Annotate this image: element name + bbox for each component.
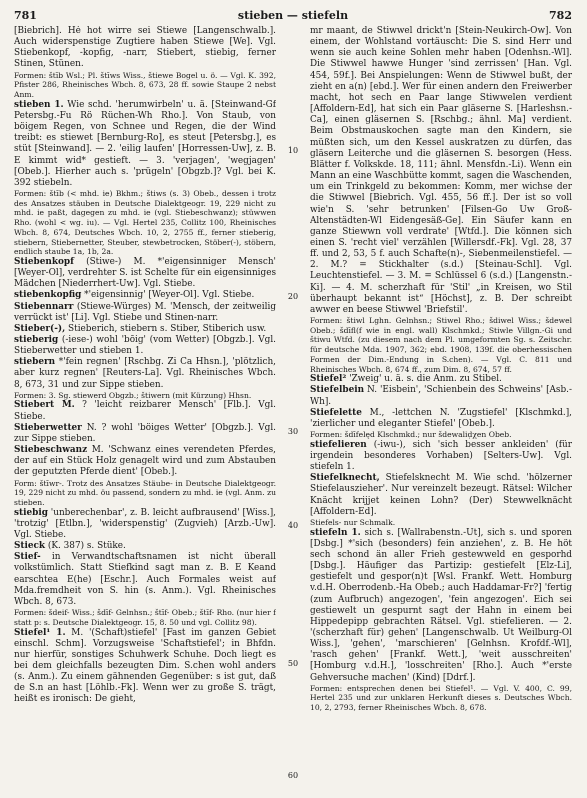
entry-headword: stiefelieren	[310, 439, 367, 450]
dictionary-entry	[310, 473, 572, 518]
dictionary-entry	[14, 628, 276, 706]
entry-headword: stiebig	[14, 507, 48, 518]
entry-text: M., -lettchen N. 'Zugstiefel' [Klschmkd.], 'zierlicher und eleganter Stiefel' [Obeb.].	[310, 407, 572, 429]
forms-note	[310, 518, 572, 528]
entry-text: Form: štīwr-. Trotz des Ansatzes Stäube- in Deutsche Dialektgeogr. 19, 229 nicht zu mhd. öu passend, sondern zu mhd. ie (vgl. Anm. zu stieben.	[14, 478, 276, 507]
entry-text: 'Zweig' u. ä. s. die Anm. zu Stibel.	[346, 374, 502, 385]
dictionary-entry	[14, 357, 276, 390]
dictionary-entry	[310, 374, 572, 385]
line-number: 30	[287, 427, 299, 436]
dictionary-entry	[14, 552, 276, 608]
entry-text: (Stiwe-) M. *'eigensinniger Mensch' [Weyer-Ol], verdrehter S. ist Schelte für ein eigensinniges Mädchen [Niederrhert-Uw]. Vgl. Stiebe.	[14, 256, 276, 290]
entry-text: Formen: štīb (< mhd. ie) Bkhm.; štiws (s. 3) Obeb., dessen i trotz des Ansatzes stäuben in Deutsche Dialektgeogr. 19, 229 nicht zu mhd. ie paßt, dagegen zu mhd. ie (vgl. Stiebeschwanz); stüwwen Rho. (wohl < wg. iu). — Vgl. Hertel 235, Collitz 100, Rheinisches Wbch. 8, 674, Deutsches Wbch. 10, 2, 2755 ff., ferner stieberig, stiebern, Stiebernetter, Steuber, stewbetrocken, Stöber(-), stöbern, endlich staube 1a, 1b, 2a.	[14, 188, 276, 257]
entry-headword: Stiefelbein	[310, 385, 365, 396]
forms-note	[310, 316, 572, 374]
continued-text	[310, 26, 572, 316]
entry-headword: stieben 1.	[14, 99, 64, 110]
entry-text: (-iese-) wohl 'bōig' (vom Wetter) [Obgzb.]. Vgl. Stieberwetter und stieben 1.	[14, 335, 276, 357]
dictionary-entry	[14, 445, 276, 478]
entry-headword: Stief-	[14, 552, 41, 563]
entry-text: Formen: šdeif- Wiss.; šdīf- Gelnhsn.; štīf- Obeb.; štīf- Rho. (nur hier f statt p: s. Deutsche Dialektgeogr. 15, 8. 50 und vgl. Collitz 98).	[14, 608, 276, 627]
page-header	[14, 9, 572, 23]
entry-headword: Stiefel²	[310, 374, 347, 385]
forms-note	[14, 608, 276, 627]
entry-text: in Verwandtschaftsnamen ist nicht überall volkstümlich. Statt Stiefkind sagt man z. B. E Keand earschtea E(he) [Eschr.]. Auch Formales weist auf Mda.fremdheit von S. hin (s. Anm.). Vgl. Rheinisches Wbch. 8, 673.	[14, 552, 276, 607]
entry-headword: stieberig	[14, 335, 59, 345]
entry-text: Formen: štīb Wsl.; Pl. štīws Wiss., štiewe Bogel u. ö. — Vgl. K. 392, Pfister 286, Rheinisches Wbch. 8, 673, 28 ff. sowie Staupe 2 nebst Anm.	[14, 70, 276, 100]
line-number: 60	[287, 771, 299, 780]
entry-text: Formen: 3. Sg. stiewerd Obgzb.; štiwern (mit Kürzung) Hhsn.	[14, 390, 252, 400]
entry-headword: Stiefelknecht,	[310, 473, 380, 484]
entry-text: sich s. [Wallrabenstn.-Ut], sich s. und sporen [Dsbg.] *'sich (besonders) fein anziehen', z. B. He höt sech schond än aller Frieh gestewweld en gesporhd [Dsbg.]. Häufiger das Partizip: gestiefelt [Elz-Li], gestiefelt und gespor(n)t [Wsl. Frankf. Wett. Homburg v.d.H. Oberrodenb.-Ha Obeb.; auch Haddamar-Fr?] 'fertig (zum Aufbruch) angezogen', 'fein angezogen'. Eich sei gestiewelt un gespurnt sagt der Hahn in einem bei Hippedepipp gebrachten Rätsel. Vgl. stiefelieren. — 2. '(scherzhaft für) gehen' [Langenschwalb. Ut Weilburg-Ol Wiss.], 'gehen', 'marschieren' [Gelnhsn. Krofdf.-Wl], 'rasch gehen' [Frankf. Wett.], 'weit ausschreiten' [Homburg v.d.H.], 'losschreiten' [Rho.]. Auch *'erste Gehversuche machen' (Kind) [Ddrf.].	[310, 527, 572, 683]
entry-text: Wie schd. 'herumwirbeln' u. ä. [Steinwand-Gf Petersbg.-Fu Rö Rüchen-Wh Rho.]. Von Staub, von böigem Regen, von Schnee und Regen, die der Wind treibt: es stiewet [Bernburg-Ro], es steut [Petersbg.], es stüt [Steinwand]. — 2. 'eilig laufen' [Horressen-Uw], z. B. E kimmt wid* gestieft. — 3. 'verjagen', 'wegjagen' [Obeb.]. Hierher auch s. 'prügeln' [Obgzb.]? Vgl. bei K. 392 stiebeln.	[14, 99, 276, 188]
dictionary-entry	[14, 324, 276, 335]
entry-text: [Biebrich]. Hė hot wirre sei Stiewe [Langenschwalb.]. Auch widerspenstige Zugtiere haben Stiewe [We]. Vgl. Stiebenkopf, -kopfig, -narr, Stiebert, stiebig, ferner Stinen, Stünen.	[14, 26, 276, 70]
entry-headword: Stiefelette	[310, 407, 362, 418]
forms-note	[14, 391, 276, 401]
line-number: 10	[287, 146, 299, 155]
entry-headword: Stiebert M.	[14, 400, 75, 411]
entry-headword: Stieber(-),	[14, 323, 66, 334]
forms-note	[14, 71, 276, 100]
right-page-number: 782	[549, 9, 572, 22]
entry-text: Stieberich, stiebern s. Stiber, Stiberich usw.	[65, 323, 267, 334]
dictionary-entry	[14, 335, 276, 357]
entry-text: (K. 387) s. Stüke.	[45, 541, 126, 552]
dictionary-entry	[14, 423, 276, 445]
left-column	[14, 26, 276, 792]
continued-text	[14, 26, 276, 71]
entry-text: mr maant, de Stiwwel drickt'n [Stein-Neukirch-Ow]. Von einem, der Wohlstand vortäuscht: Die S. sind Herr und wenn sie auch keine Sohlen mehr haben [Odenhsn.-Wl]. Die Stiwwel hawwe Hunger 'sind zerrissen' [Han. Vgl. 454, 59f.]. Bei Anspielungen: Wenn de Stiwwel bußt, der zieht en a(n) [ebd.]. Wer für einen andern den Freiwerber macht, hot sech en Paar lange Stiwwelen verdient [Affoldern-Ed], hat sich ein Paar gläserne S. [Harleshsn.-Ca], einen gläsernen S. [Rschbg.; ähnl. Ma] verdient. Beim Obstmauskochen sagte man den Kindern, sie müßten sich, um den Kessel auskratzen zu dürfen, das gläsern Leiterche und die gläsernen S. besorgen (Hess. Blätter f. Volkskde. 18, 111; ähnl. Mensfdn.-Li). Wenn ein Mann an eine Waschbütte kommt, sagen die Waschenden, um ein Trinkgeld zu bekommen: Komm, mer wichse der die Stiwwel [Biebrich. Vgl. 455, 56 ff.]. Der ist so voll wie'n S. 'sehr betrunken' [Filsen-Go Uw Groß-Altenstädten-Wl Eidengesäß-Ge]. Ein Säufer kann en ganze Stiewwn voll verdrate' [Wtfd.]. Die können sich einen S. 'recht viel' verzählen [Willersdf.-Fk]. Vgl. 28, 37 ff. und 2, 53, 5 f. auch Schafte(n)-, Siebenmeilenstiefel. — 2. M.? = Stickhalter (s.d.) [Steinau-Schl]. Vgl. Leuchtenstiefel. — 3. M. = Schlüssel 6 (s.d.) [Langenstn.-Ki]. — 4. M. scherzhaft für 'Stil' „in Kreisen, wo Stil überhaupt bekannt ist“ [Höchst], z. B. Der schreibt awwer en beese Stiwwel 'Briefstil'.	[310, 26, 572, 315]
forms-note	[14, 479, 276, 508]
entry-headword: Stiefel¹ 1.	[14, 627, 66, 638]
dictionary-entry	[14, 302, 276, 324]
forms-note	[14, 189, 276, 257]
dictionary-entry	[310, 385, 572, 407]
forms-note	[310, 684, 572, 713]
dictionary-entry	[310, 440, 572, 473]
entry-text: *'fein regnen' [Rschbg. Zi Ca Hhsn.], 'plötzlich, aber kurz regnen' [Reuters-La]. Vgl. Rheinisches Wbch. 8, 673, 31 und zur Sippe stieben.	[14, 357, 276, 390]
entry-text: 'unberechenbar', z. B. leicht aufbrausend' [Wiss.], 'trotzig' [Etlbn.], 'widerspenstig' (Zugvieh) [Arzb.-Uw]. Vgl. Stiebe.	[14, 507, 276, 540]
entry-headword: Stiebenkopf	[14, 256, 74, 267]
entry-headword: stiebenkopfig	[14, 290, 82, 301]
entry-headword: Stieck	[14, 541, 46, 552]
entry-text: N. 'Eisbein', 'Schienbein des Schweins' [Asb.-Wh].	[310, 385, 572, 407]
forms-note	[310, 430, 572, 440]
dictionary-entry	[14, 257, 276, 290]
entry-text: Formen: štiwl Lghn. Gelnhsn.; Stiwel Rho.; šdiwel Wiss.; šdewel Obeb.; šdīfl(f wie in engl. wall) Klschmkd.; Stiwle Villgn.-Gi und štiwu Wtfd. (zu diesem nach dem Pl. umgeformten Sg. s. Zeitschr. für deutsche Mda. 1907, 362; ebd. 1908, 139f. die oberhessischen Formen der Dim.-Endung in S.chen). — Vgl. C. 811 und Rheinisches Wbch. 8, 674 ff., zum Dim. 8, 674, 57 ff.	[310, 316, 572, 374]
entry-headword: Stiebennarr	[14, 301, 74, 312]
entry-headword: stiefeln 1.	[310, 527, 361, 538]
entry-headword: Stiebeschwanz	[14, 445, 88, 456]
entry-text: (-iwu-), sich 'sich besser ankleiden' (für irgendein besonderes Vorhaben) [Selters-Uw]. Vgl. stiefeln 1.	[310, 439, 572, 473]
dictionary-entry	[14, 400, 276, 422]
entry-text: Stiefelsknecht M. Wie schd. 'hölzerner Stiefelauszieher'. Nur vereinzelt bezeugt. Rätsel: Wilcher Knächt krijjet keinen Lohn? (Der) Stewwelknächt [Affoldern-Ed].	[310, 473, 572, 517]
dictionary-entry	[14, 541, 276, 552]
entry-text: N. ? wohl 'böiges Wetter' [Obgzb.]. Vgl. zur Sippe stieben.	[14, 422, 276, 444]
entry-text: ? 'leicht reizbarer Mensch' [Flb.]. Vgl. Stiebe.	[14, 400, 276, 422]
entry-text: M. '(Schaft)stiefel' [Fast im ganzen Gebiet einschl. Schm]. Vorzugsweise 'Schaftstiefel'; in Bhfdn. nur hierfür, sonstiges Schuhwerk Schuhe. Doch liegt es bei dem gleichfalls bezeugten Dim. S.chen wohl anders (s. Anm.). Zu einem gähnenden Gegenüber: s ist gut, daß de S.n an hast [Löhlb.-Fk]. Wenn wer zu große S. trägt, heißt es ironisch: De gieht,	[14, 627, 276, 705]
line-number-margin	[276, 26, 310, 792]
entry-text: *'eigensinnig' [Weyer-Ol]. Vgl. Stiebe.	[81, 290, 255, 301]
entry-headword: Stieberwetter	[14, 422, 82, 433]
entry-headword: stiebern	[14, 357, 56, 368]
entry-text: Formen: šdīfelęd Klschmkd.; nur šdewaliḍχen Obeb.	[310, 430, 512, 440]
line-number: 50	[287, 659, 299, 668]
entry-text: Formen: entsprechen denen bei Stiefel¹. — Vgl. V. 400, C. 99, Hertel 235 und zur unklaren Herkunft dieses s. Deutsches Wbch. 10, 2, 2793, ferner Rheinisches Wbch. 8, 678.	[310, 683, 572, 713]
running-title: stieben — stiefeln	[237, 9, 349, 22]
left-page-number: 781	[14, 9, 37, 22]
right-column	[310, 26, 572, 792]
line-number: 40	[287, 521, 299, 530]
dictionary-entry	[14, 100, 276, 189]
entry-text: M. 'Schwanz eines verendeten Pferdes, der auf ein Stück Holz genagelt wird und zum Abstauben der geputzten Pferde dient' [Obeb.].	[14, 445, 276, 478]
dictionary-entry	[14, 290, 276, 301]
dictionary-entry	[14, 508, 276, 541]
dictionary-entry	[310, 528, 572, 684]
line-number: 20	[287, 292, 299, 301]
entry-text: (Stiewe-Würges) M. 'Mensch, der zeitweilig verrückt ist' [Li]. Vgl. Stiebe und Stinen-narr.	[14, 301, 276, 323]
entry-text: Stiefels- nur Schmalk.	[310, 517, 396, 527]
dictionary-entry	[310, 408, 572, 430]
